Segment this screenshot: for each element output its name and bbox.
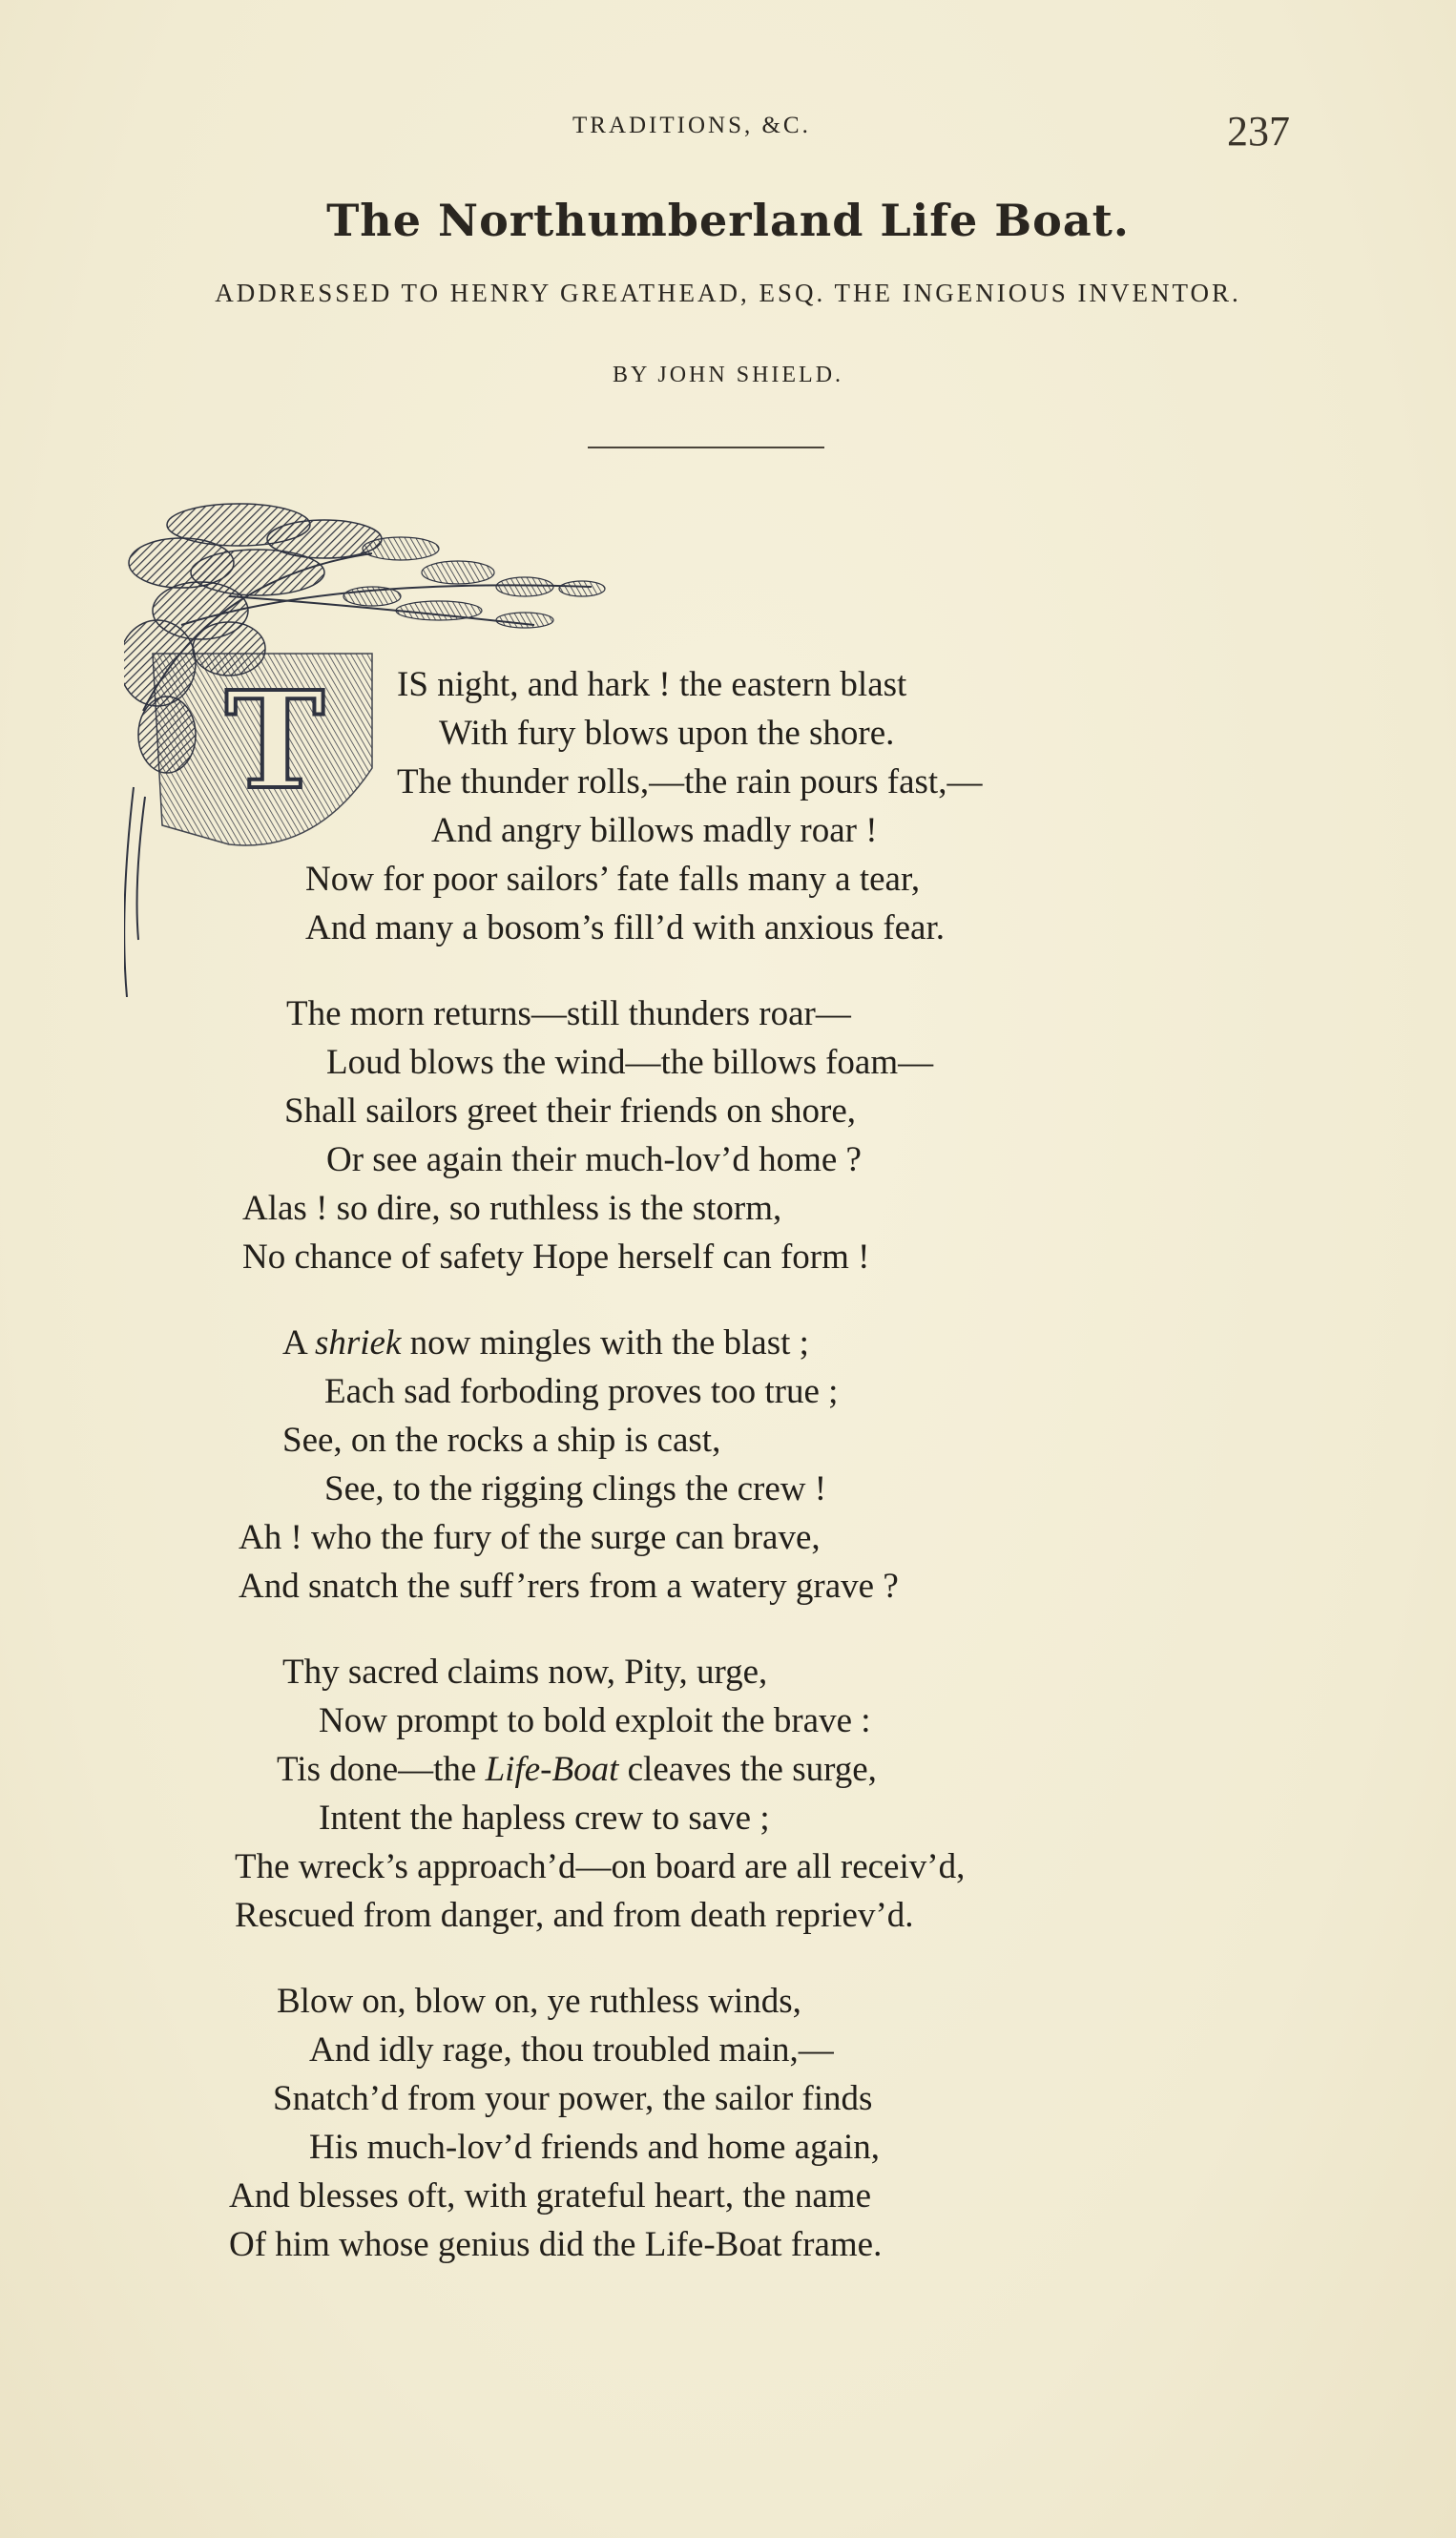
poem-line: Each sad forboding proves too true ; xyxy=(324,1372,839,1411)
poem-line: Blow on, blow on, ye ruthless winds, xyxy=(277,1982,801,2021)
poem-line xyxy=(277,1749,877,1791)
poem-line: Intent the hapless crew to save ; xyxy=(319,1799,770,1838)
poem-line: Now for poor sailors’ fate falls many a tear, xyxy=(305,860,921,899)
poem-line: Ah ! who the fury of the surge can brave, xyxy=(239,1518,821,1557)
poem-line: Of him whose genius did the Life-Boat frame. xyxy=(229,2225,883,2264)
poem-title: The Northumberland Life Boat. xyxy=(326,195,1130,246)
poem-line: See, on the rocks a ship is cast, xyxy=(282,1421,721,1460)
title-rule xyxy=(588,447,824,448)
poem-line: Rescued from danger, and from death repriev’d. xyxy=(235,1896,914,1935)
poem-line: See, to the rigging clings the crew ! xyxy=(324,1469,827,1508)
poem-line: Shall sailors greet their friends on shore, xyxy=(284,1092,857,1131)
poem-line: The thunder rolls,—the rain pours fast,— xyxy=(397,762,983,801)
poem-line: The morn returns—still thunders roar— xyxy=(286,994,851,1033)
poem-line: Or see again their much-lov’d home ? xyxy=(326,1140,862,1179)
poem-line-text: A shriek now mingles with the blast ; xyxy=(282,1323,809,1363)
emphasis-word: Life-Boat xyxy=(485,1750,619,1789)
poem-line: Thy sacred claims now, Pity, urge, xyxy=(282,1653,768,1692)
poem-line: His much-lov’d friends and home again, xyxy=(309,2128,881,2167)
poem-line: And angry billows madly roar ! xyxy=(431,811,878,850)
poem-line: And idly rage, thou troubled main,— xyxy=(309,2030,834,2070)
poem-line: Snatch’d from your power, the sailor finds xyxy=(273,2079,873,2118)
poem-line-text: Tis done—the Life-Boat cleaves the surge, xyxy=(277,1750,877,1789)
poem-subtitle: ADDRESSED TO HENRY GREATHEAD, ESQ. THE INGENIOUS INVENTOR. xyxy=(215,279,1241,307)
foliage-sprays xyxy=(343,537,605,628)
poem-line: No chance of safety Hope herself can form ! xyxy=(242,1238,870,1277)
poem-line: Now prompt to bold exploit the brave : xyxy=(319,1701,871,1740)
poem-line: Loud blows the wind—the billows foam— xyxy=(326,1043,934,1082)
poem-line: IS night, and hark ! the eastern blast xyxy=(397,665,907,704)
emphasis-word: shriek xyxy=(314,1323,402,1363)
drop-cap-letter: T xyxy=(224,663,325,820)
page-number: 237 xyxy=(1227,108,1290,155)
running-head xyxy=(0,107,1456,155)
running-title: TRADITIONS, &C. xyxy=(572,113,811,138)
poem-line: And blesses oft, with grateful heart, the name xyxy=(229,2176,871,2216)
poem-line xyxy=(282,1322,809,1364)
poem-line: Alas ! so dire, so ruthless is the storm, xyxy=(242,1189,782,1228)
poem-line: And snatch the suff’rers from a watery grave ? xyxy=(239,1567,899,1606)
poem-line: With fury blows upon the shore. xyxy=(439,714,895,753)
poem-line: The wreck’s approach’d—on board are all receiv’d, xyxy=(235,1847,966,1886)
poem-byline: BY JOHN SHIELD. xyxy=(612,363,844,387)
poem-line: And many a bosom’s fill’d with anxious fear. xyxy=(305,908,946,947)
